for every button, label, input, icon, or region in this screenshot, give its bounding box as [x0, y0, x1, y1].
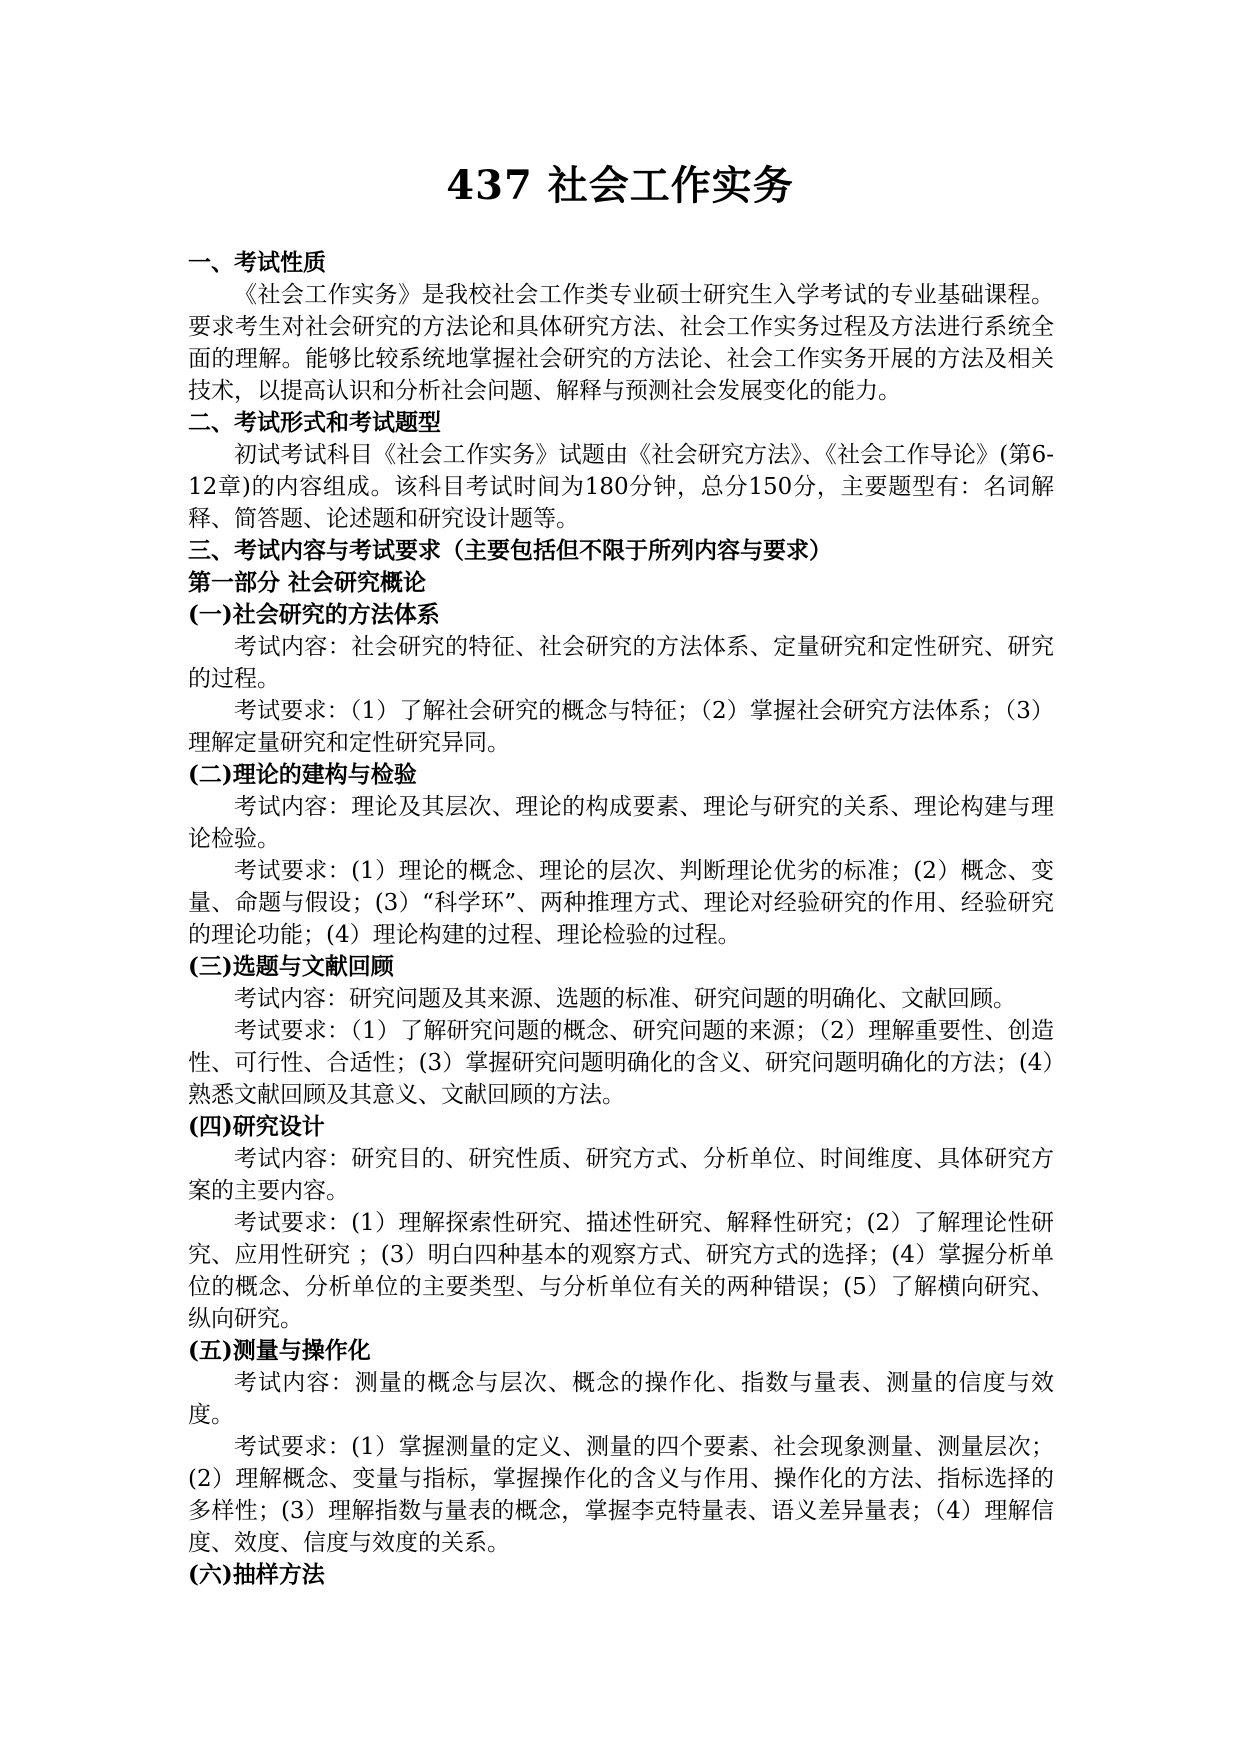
chapter-4-requirements: 考试要求：(1）理解探索性研究、描述性研究、解释性研究；(2）了解理论性研究、应用性研究 ；(3）明白四种基本的观察方式、研究方式的选择；(4）掌握分析单位的概念、分析单位的主要类型、与分析单位有关的两种错误；(5）了解横向研究、纵向研究。	[188, 1210, 1054, 1332]
chapter-5-requirements: 考试要求：(1）掌握测量的定义、测量的四个要素、社会现象测量、测量层次；(2）理解概念、变量与指标，掌握操作化的含义与作用、操作化的方法、指标选择的多样性；(3）理解指数与量表的概念，掌握李克特量表、语义差异量表；（4）理解信度、效度、信度与效度的关系。	[188, 1434, 1054, 1556]
chapter-3-content: 考试内容：研究问题及其来源、选题的标准、研究问题的明确化、文献回顾。	[234, 986, 1016, 1012]
section-heading-format: 二、考试形式和考试题型	[188, 409, 441, 436]
chapter-heading-1: (一)社会研究的方法体系	[188, 601, 440, 628]
chapter-1-content: 考试内容：社会研究的特征、社会研究的方法体系、定量研究和定性研究、研究的过程。	[188, 634, 1054, 692]
paragraph-nature: 《社会工作实务》是我校社会工作类专业硕士研究生入学考试的专业基础课程。要求考生对社会研究的方法论和具体研究方法、社会工作实务过程及方法进行系统全面的理解。能够比较系统地掌握社会研究的方法论、社会工作实务开展的方法及相关技术，以提高认识和分析社会问题、解释与预测社会发展变化的能力。	[188, 282, 1054, 404]
chapter-heading-4: (四)研究设计	[188, 1113, 325, 1140]
document-body	[188, 247, 1054, 1591]
chapter-2-content: 考试内容：理论及其层次、理论的构成要素、理论与研究的关系、理论构建与理论检验。	[188, 794, 1054, 852]
chapter-1-requirements: 考试要求：（1）了解社会研究的概念与特征；（2）掌握社会研究方法体系；（3）理解定量研究和定性研究异同。	[188, 698, 1054, 756]
paragraph-format: 初试考试科目《社会工作实务》试题由《社会研究方法》、《社会工作导论》(第6-12章)的内容组成。该科目考试时间为180分钟，总分150分，主要题型有：名词解释、简答题、论述题和研究设计题等。	[188, 442, 1054, 532]
chapter-heading-3: (三)选题与文献回顾	[188, 953, 394, 980]
chapter-4-content: 考试内容：研究目的、研究性质、研究方式、分析单位、时间维度、具体研究方案的主要内容。	[188, 1146, 1054, 1204]
chapter-heading-5: (五)测量与操作化	[188, 1337, 371, 1364]
chapter-heading-2: (二)理论的建构与检验	[188, 761, 417, 788]
chapter-3-requirements: 考试要求：（1）了解研究问题的概念、研究问题的来源；（2）理解重要性、创造性、可行性、合适性；(3）掌握研究问题明确化的含义、研究问题明确化的方法；(4）熟悉文献回顾及其意义、文献回顾的方法。	[188, 1018, 1054, 1108]
part-heading-1: 第一部分 社会研究概论	[188, 569, 427, 596]
chapter-2-requirements: 考试要求：(1）理论的概念、理论的层次、判断理论优劣的标准；(2）概念、变量、命题与假设；(3）“科学环”、两种推理方式、理论对经验研究的作用、经验研究的理论功能；(4）理论构建的过程、理论检验的过程。	[188, 858, 1054, 948]
section-heading-content: 三、考试内容与考试要求（主要包括但不限于所列内容与要求）	[188, 537, 832, 564]
page-title: 437 社会工作实务	[446, 162, 794, 209]
chapter-heading-6: (六)抽样方法	[188, 1561, 325, 1588]
section-heading-nature: 一、考试性质	[188, 249, 326, 276]
chapter-5-content: 考试内容：测量的概念与层次、概念的操作化、指数与量表、测量的信度与效度。	[188, 1370, 1054, 1428]
